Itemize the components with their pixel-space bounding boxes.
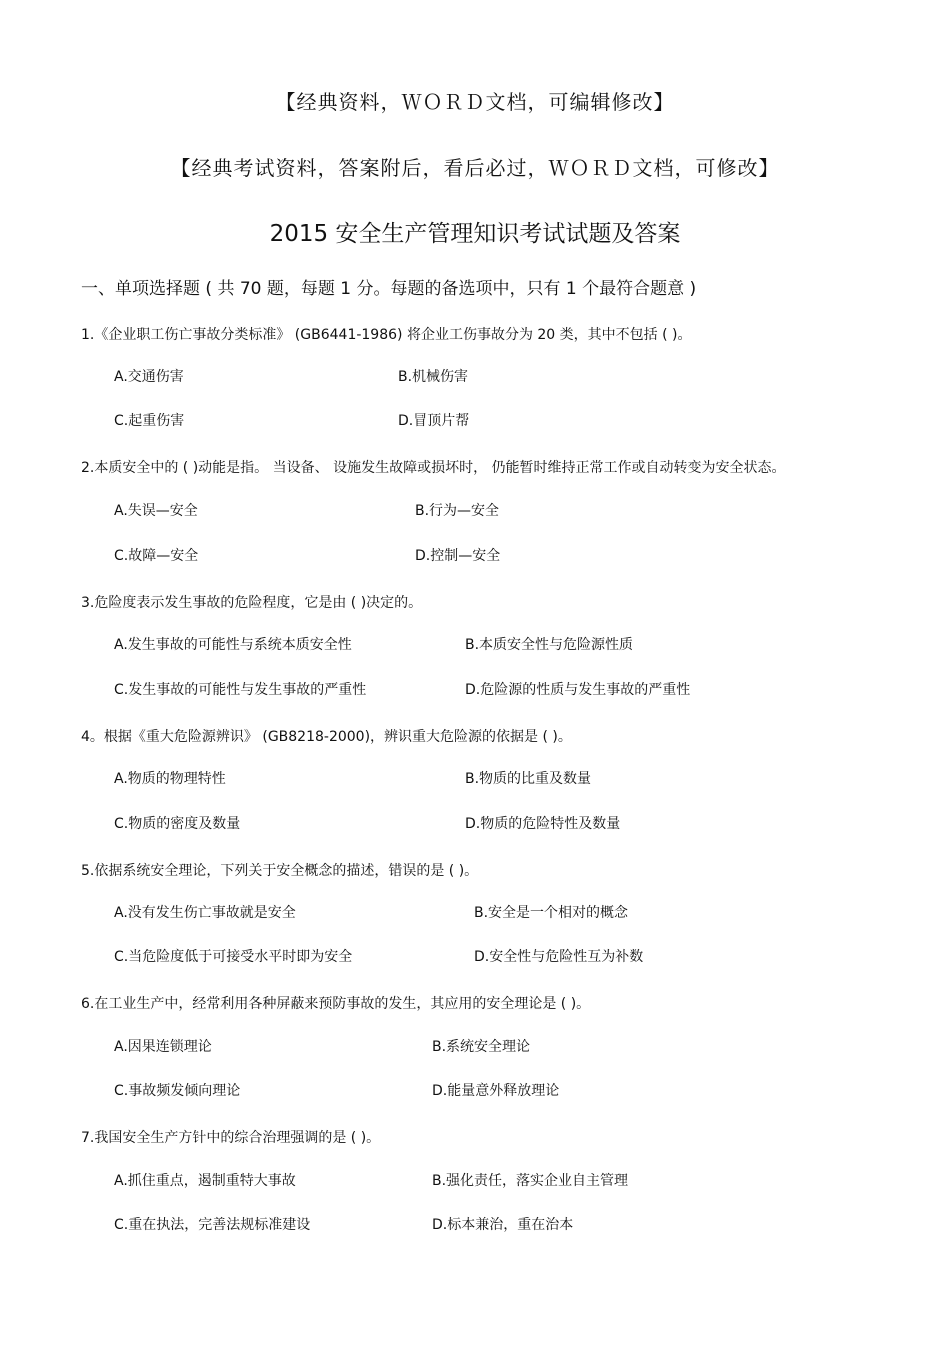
question-6-option-b: B.系统安全理论 [432, 1039, 531, 1055]
page-title: 2015 安全生产管理知识考试试题及答案 [269, 221, 681, 247]
question-3-stem: 3.危险度表示发生事故的危险程度，它是由 ( )决定的。 [81, 595, 423, 611]
question-6-option-d: D.能量意外释放理论 [432, 1083, 560, 1099]
question-2-stem: 2.本质安全中的 ( )动能是指。 当设备、 设施发生故障或损坏时， 仍能暂时维持正常工作或自动转变为安全状态。 [81, 460, 786, 476]
question-2-option-c: C.故障—安全 [114, 548, 199, 564]
question-4-option-a: A.物质的物理特性 [114, 771, 226, 787]
question-6-option-c: C.事故频发倾向理论 [114, 1083, 241, 1099]
question-4-option-b: B.物质的比重及数量 [465, 771, 592, 787]
question-1-option-a: A.交通伤害 [114, 369, 184, 385]
question-5-option-d: D.安全性与危险性互为补数 [474, 949, 644, 965]
question-5-option-b: B.安全是一个相对的概念 [474, 905, 629, 921]
question-5-option-c: C.当危险度低于可接受水平时即为安全 [114, 949, 353, 965]
question-5-stem: 5.依据系统安全理论，下列关于安全概念的描述，错误的是 ( )。 [81, 863, 479, 879]
question-2-option-a: A.失误—安全 [114, 503, 198, 519]
header-line-2: 【经典考试资料，答案附后，看后必过，ＷＯＲＤ文档，可修改】 [170, 156, 780, 180]
question-7-option-a: A.抓住重点，遏制重特大事故 [114, 1173, 296, 1189]
question-3-option-c: C.发生事故的可能性与发生事故的严重性 [114, 682, 367, 698]
section-heading: 一、单项选择题 ( 共 70 题，每题 1 分。每题的备选项中，只有 1 个最符合题意 ) [81, 279, 697, 299]
question-1-option-d: D.冒顶片帮 [398, 413, 470, 429]
question-7-option-d: D.标本兼治，重在治本 [432, 1217, 574, 1233]
question-4-stem: 4。根据《重大危险源辨识》 (GB8218-2000)，辨识重大危险源的依据是 ( )。 [81, 729, 572, 745]
question-4-option-d: D.物质的危险特性及数量 [465, 816, 621, 832]
question-3-option-a: A.发生事故的可能性与系统本质安全性 [114, 637, 352, 653]
question-7-option-b: B.强化责任，落实企业自主管理 [432, 1173, 629, 1189]
question-6-option-a: A.因果连锁理论 [114, 1039, 212, 1055]
question-1-option-b: B.机械伤害 [398, 369, 469, 385]
question-7-stem: 7.我国安全生产方针中的综合治理强调的是 ( )。 [81, 1130, 381, 1146]
question-2-option-b: B.行为—安全 [415, 503, 500, 519]
question-4-option-c: C.物质的密度及数量 [114, 816, 241, 832]
header-line-1: 【经典资料，ＷＯＲＤ文档，可编辑修改】 [275, 90, 675, 114]
question-1-stem: 1.《企业职工伤亡事故分类标准》 (GB6441-1986) 将企业工伤事故分为 20 类，其中不包括 ( )。 [81, 327, 692, 343]
question-2-option-d: D.控制—安全 [415, 548, 501, 564]
question-3-option-d: D.危险源的性质与发生事故的严重性 [465, 682, 691, 698]
question-6-stem: 6.在工业生产中，经常利用各种屏蔽来预防事故的发生，其应用的安全理论是 ( )。 [81, 996, 591, 1012]
question-7-option-c: C.重在执法，完善法规标准建设 [114, 1217, 311, 1233]
question-5-option-a: A.没有发生伤亡事故就是安全 [114, 905, 296, 921]
question-3-option-b: B.本质安全性与危险源性质 [465, 637, 634, 653]
question-1-option-c: C.起重伤害 [114, 413, 185, 429]
